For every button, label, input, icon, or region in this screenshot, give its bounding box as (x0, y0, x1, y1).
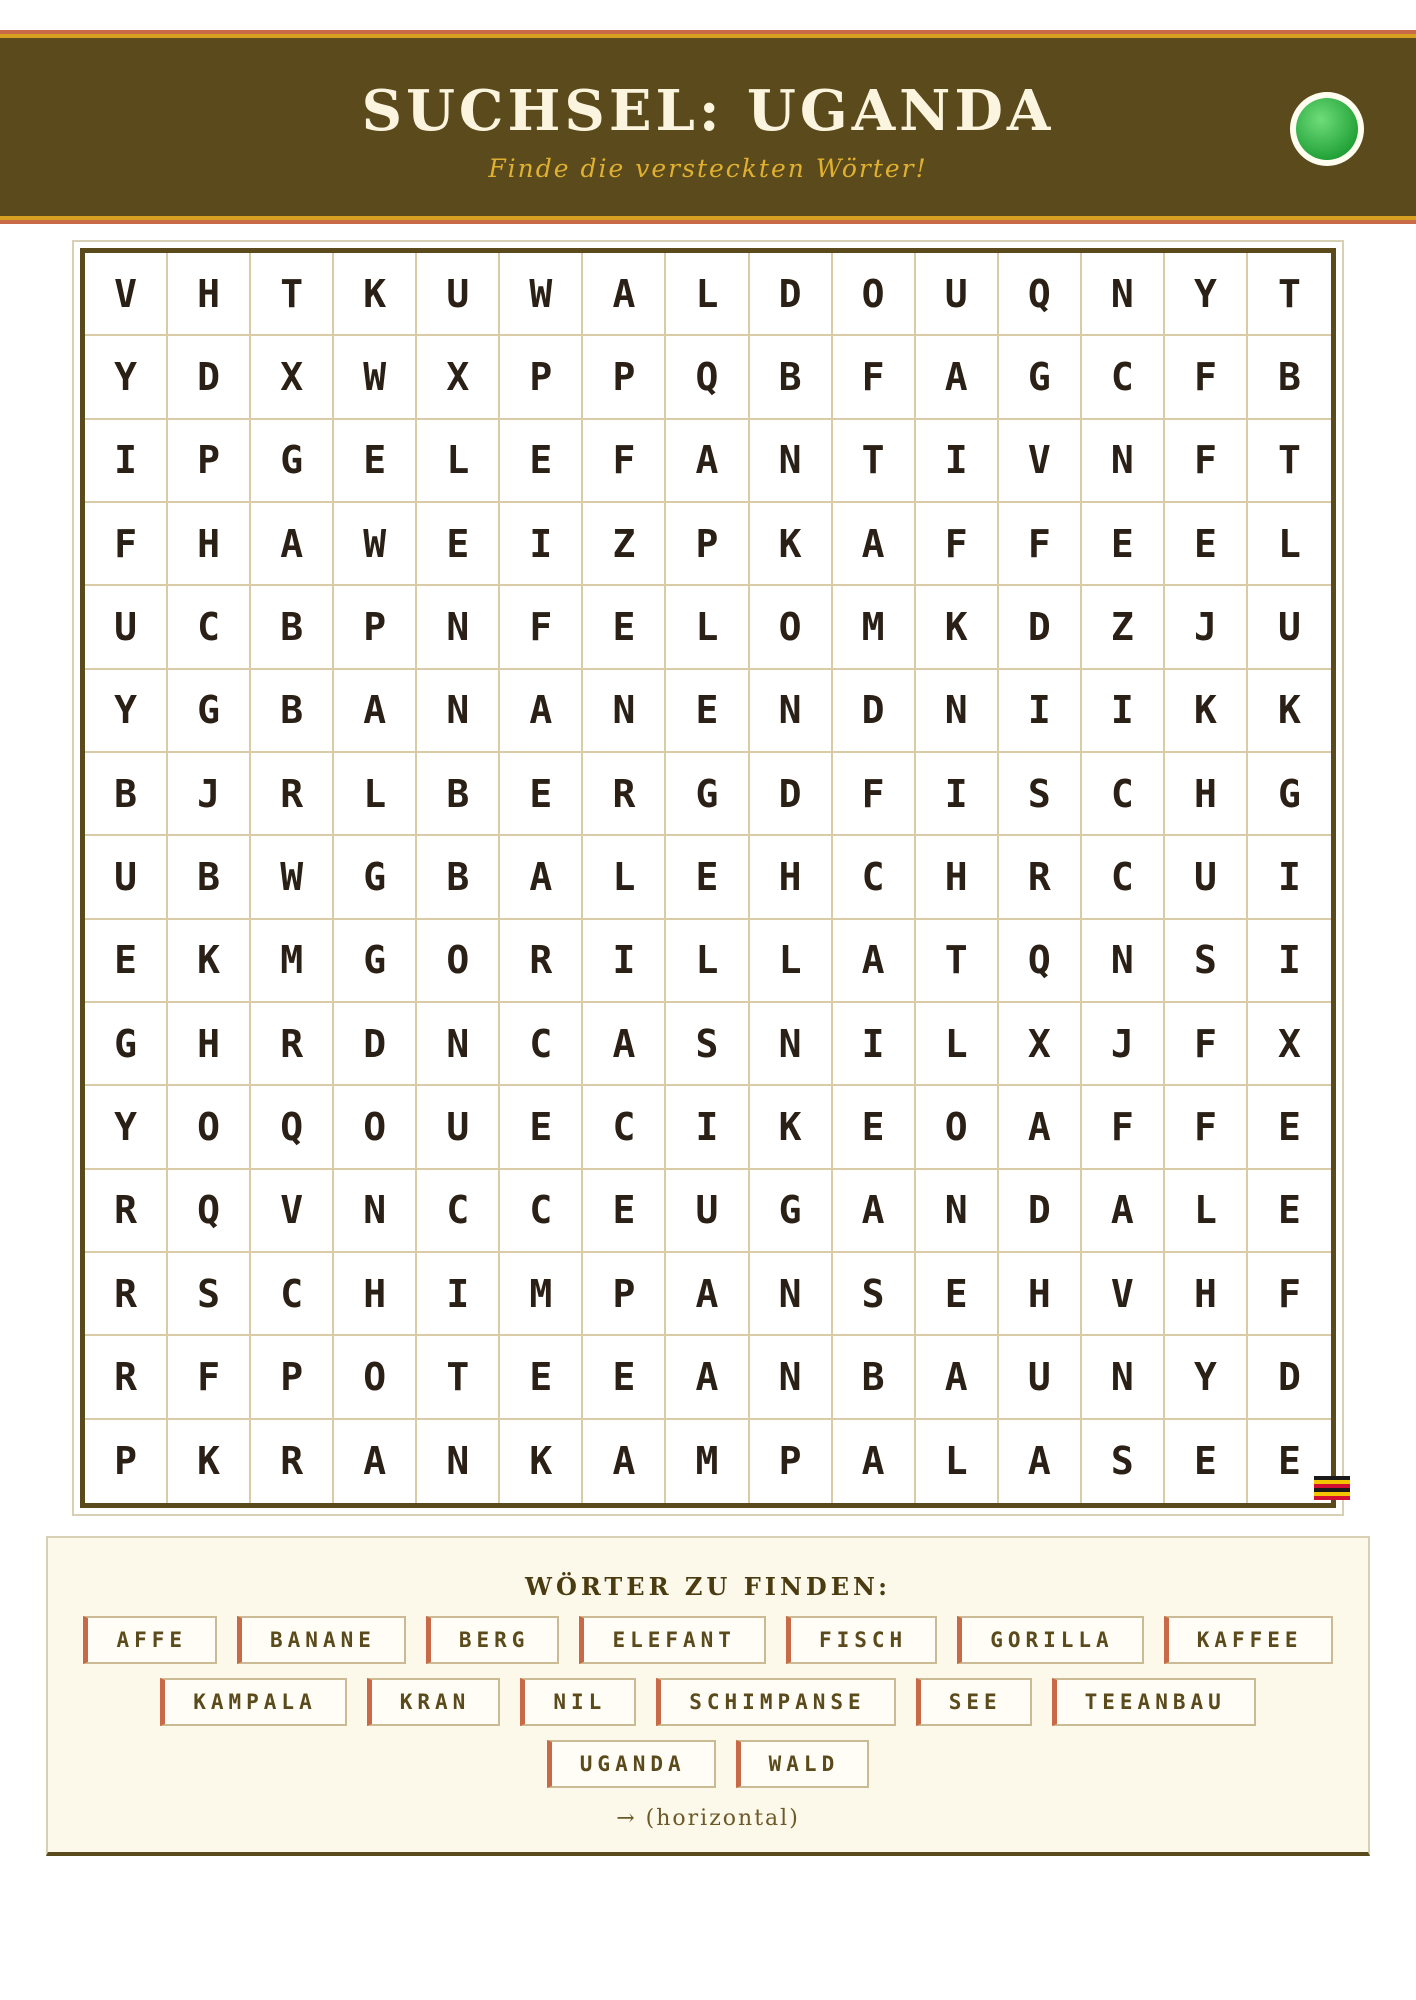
grid-cell[interactable]: A (334, 670, 417, 753)
grid-cell[interactable]: A (833, 1170, 916, 1253)
grid-cell[interactable]: F (168, 1336, 251, 1419)
grid-cell[interactable]: A (916, 1336, 999, 1419)
grid-cell[interactable]: O (168, 1086, 251, 1169)
grid-cell[interactable]: N (750, 1003, 833, 1086)
grid-cell[interactable]: X (1248, 1003, 1331, 1086)
grid-cell[interactable]: F (916, 503, 999, 586)
grid-cell[interactable]: L (1165, 1170, 1248, 1253)
grid-cell[interactable]: B (417, 753, 500, 836)
grid-cell[interactable]: W (251, 836, 334, 919)
grid-cell[interactable]: A (500, 670, 583, 753)
grid-cell[interactable]: A (916, 336, 999, 419)
grid-cell[interactable]: R (85, 1253, 168, 1336)
grid-cell[interactable]: I (833, 1003, 916, 1086)
grid-cell[interactable]: G (999, 336, 1082, 419)
grid-cell[interactable]: L (666, 586, 749, 669)
word-chip-kaffee[interactable]: KAFFEE (1164, 1616, 1333, 1664)
grid-cell[interactable]: E (1248, 1170, 1331, 1253)
grid-cell[interactable]: E (833, 1086, 916, 1169)
grid-cell[interactable]: Y (1165, 1336, 1248, 1419)
grid-cell[interactable]: E (334, 420, 417, 503)
grid-cell[interactable]: C (583, 1086, 666, 1169)
grid-cell[interactable]: C (833, 836, 916, 919)
grid-cell[interactable]: B (833, 1336, 916, 1419)
grid-cell[interactable]: O (833, 253, 916, 336)
flag-stripe (1314, 1496, 1350, 1500)
grid-cell[interactable]: N (1082, 253, 1165, 336)
grid-cell[interactable]: E (916, 1253, 999, 1336)
grid-cell[interactable]: I (1248, 920, 1331, 1003)
grid-cell[interactable]: B (1248, 336, 1331, 419)
grid-cell[interactable]: B (85, 753, 168, 836)
grid-cell[interactable]: F (1165, 420, 1248, 503)
grid-cell[interactable]: U (916, 253, 999, 336)
grid-cell[interactable]: I (916, 753, 999, 836)
grid-cell[interactable]: F (1165, 336, 1248, 419)
grid-cell[interactable]: B (417, 836, 500, 919)
grid-cell[interactable]: F (833, 753, 916, 836)
grid-cell[interactable]: R (85, 1170, 168, 1253)
grid-cell[interactable]: A (251, 503, 334, 586)
grid-cell[interactable]: B (251, 670, 334, 753)
grid-cell[interactable]: E (500, 1086, 583, 1169)
grid-cell[interactable]: I (666, 1086, 749, 1169)
grid-cell[interactable]: E (583, 1170, 666, 1253)
page-title: SUCHSEL: UGANDA (361, 78, 1055, 144)
grid-cell[interactable]: G (750, 1170, 833, 1253)
grid-cell[interactable]: T (916, 920, 999, 1003)
grid-cell[interactable]: N (417, 1003, 500, 1086)
grid-cell[interactable]: E (500, 1336, 583, 1419)
grid-cell[interactable]: M (666, 1420, 749, 1503)
grid-cell[interactable]: L (417, 420, 500, 503)
grid-cell[interactable]: A (334, 1420, 417, 1503)
grid-cell[interactable]: Y (1165, 253, 1248, 336)
word-chip-fisch[interactable]: FISCH (786, 1616, 937, 1664)
grid-cell[interactable]: D (750, 253, 833, 336)
green-dot-fill (1296, 98, 1358, 160)
grid-cell[interactable]: Q (251, 1086, 334, 1169)
page-subtitle: Finde die versteckten Wörter! (488, 154, 928, 183)
grid-cell[interactable]: E (1248, 1086, 1331, 1169)
grid-cell[interactable]: I (916, 420, 999, 503)
grid-cell[interactable]: C (251, 1253, 334, 1336)
grid-cell[interactable]: G (334, 920, 417, 1003)
green-dot-icon (1290, 92, 1364, 166)
grid-cell[interactable]: H (750, 836, 833, 919)
grid-cell[interactable]: H (1165, 753, 1248, 836)
grid-cell[interactable]: A (833, 920, 916, 1003)
grid-cell[interactable]: A (500, 836, 583, 919)
puzzle-frame (72, 240, 1344, 1516)
grid-cell[interactable]: U (417, 253, 500, 336)
grid-cell[interactable]: S (999, 753, 1082, 836)
grid-cell[interactable]: D (999, 586, 1082, 669)
grid-cell[interactable]: N (916, 670, 999, 753)
grid-cell[interactable]: N (916, 1170, 999, 1253)
grid-cell[interactable]: Q (999, 920, 1082, 1003)
grid-cell[interactable]: E (500, 420, 583, 503)
grid-cell[interactable]: N (583, 670, 666, 753)
grid-cell[interactable]: K (1248, 670, 1331, 753)
grid-cell[interactable]: H (168, 503, 251, 586)
grid-cell[interactable]: C (1082, 753, 1165, 836)
word-list-title: WÖRTER ZU FINDEN: (525, 1572, 891, 1601)
grid-cell[interactable]: L (583, 836, 666, 919)
word-chip-banane[interactable]: BANANE (237, 1616, 406, 1664)
grid-cell[interactable]: M (251, 920, 334, 1003)
grid-cell[interactable]: F (85, 503, 168, 586)
grid-cell[interactable]: F (583, 420, 666, 503)
grid-cell[interactable]: F (999, 503, 1082, 586)
grid-cell[interactable]: N (1082, 420, 1165, 503)
grid-cell[interactable]: A (583, 253, 666, 336)
grid-cell[interactable]: P (334, 586, 417, 669)
grid-cell[interactable]: R (251, 1420, 334, 1503)
grid-cell[interactable]: A (833, 503, 916, 586)
header-banner (0, 34, 1416, 220)
grid-cell[interactable]: M (833, 586, 916, 669)
grid-cell[interactable]: R (500, 920, 583, 1003)
grid-cell[interactable]: H (999, 1253, 1082, 1336)
grid-cell[interactable]: Q (666, 336, 749, 419)
grid-cell[interactable]: O (750, 586, 833, 669)
grid-cell[interactable]: O (916, 1086, 999, 1169)
word-chip-affe[interactable]: AFFE (83, 1616, 217, 1664)
grid-cell[interactable]: H (168, 253, 251, 336)
grid-cell[interactable]: X (417, 336, 500, 419)
grid-cell[interactable]: D (999, 1170, 1082, 1253)
grid-cell[interactable]: N (1082, 920, 1165, 1003)
word-chip-gorilla[interactable]: GORILLA (957, 1616, 1144, 1664)
grid-cell[interactable]: P (666, 503, 749, 586)
grid-cell[interactable]: P (500, 336, 583, 419)
grid-cell[interactable]: A (583, 1420, 666, 1503)
grid-cell[interactable]: N (750, 1336, 833, 1419)
word-list-panel (46, 1536, 1370, 1856)
grid-cell[interactable]: R (999, 836, 1082, 919)
word-chip-elefant[interactable]: ELEFANT (579, 1616, 766, 1664)
grid-cell[interactable]: F (833, 336, 916, 419)
grid-cell[interactable]: T (1248, 420, 1331, 503)
grid-cell[interactable]: N (750, 670, 833, 753)
word-chip-see[interactable]: SEE (916, 1678, 1032, 1726)
grid-cell[interactable]: C (168, 586, 251, 669)
grid-cell[interactable]: K (1165, 670, 1248, 753)
grid-cell[interactable]: E (666, 670, 749, 753)
grid-cell[interactable]: K (168, 1420, 251, 1503)
grid-cell[interactable]: F (1165, 1003, 1248, 1086)
grid-cell[interactable]: O (334, 1086, 417, 1169)
letter-grid (85, 253, 1331, 1503)
grid-cell[interactable]: T (251, 253, 334, 336)
grid-cell[interactable]: A (666, 1253, 749, 1336)
grid-cell[interactable]: G (85, 1003, 168, 1086)
grid-cell[interactable]: K (168, 920, 251, 1003)
grid-cell[interactable]: Y (85, 1086, 168, 1169)
grid-cell[interactable]: R (251, 753, 334, 836)
word-list (78, 1616, 1338, 1788)
grid-cell[interactable]: C (500, 1003, 583, 1086)
grid-cell[interactable]: W (500, 253, 583, 336)
grid-cell[interactable]: P (251, 1336, 334, 1419)
grid-cell[interactable]: E (500, 753, 583, 836)
grid-cell[interactable]: P (85, 1420, 168, 1503)
grid-cell[interactable]: Y (85, 336, 168, 419)
grid-cell[interactable]: D (334, 1003, 417, 1086)
grid-cell[interactable]: R (251, 1003, 334, 1086)
grid-cell[interactable]: H (334, 1253, 417, 1336)
grid-cell[interactable]: E (1165, 1420, 1248, 1503)
grid-cell[interactable]: H (168, 1003, 251, 1086)
grid-cell[interactable]: F (1248, 1253, 1331, 1336)
word-chip-berg[interactable]: BERG (426, 1616, 560, 1664)
grid-cell[interactable]: A (666, 420, 749, 503)
grid-cell[interactable]: L (916, 1003, 999, 1086)
grid-cell[interactable]: A (666, 1336, 749, 1419)
grid-cell[interactable]: B (168, 836, 251, 919)
grid-cell[interactable]: Y (85, 670, 168, 753)
puzzle-border (80, 248, 1336, 1508)
grid-cell[interactable]: J (1165, 586, 1248, 669)
grid-cell[interactable]: X (999, 1003, 1082, 1086)
grid-cell[interactable]: Z (583, 503, 666, 586)
grid-cell[interactable]: C (417, 1170, 500, 1253)
grid-cell[interactable]: C (1082, 836, 1165, 919)
grid-cell[interactable]: E (583, 1336, 666, 1419)
grid-cell[interactable]: I (1248, 836, 1331, 919)
grid-cell[interactable]: E (417, 503, 500, 586)
grid-cell[interactable]: U (417, 1086, 500, 1169)
uganda-flag-icon (1314, 1476, 1350, 1500)
word-chip-schimpanse[interactable]: SCHIMPANSE (656, 1678, 895, 1726)
grid-cell[interactable]: N (417, 586, 500, 669)
grid-cell[interactable]: S (168, 1253, 251, 1336)
grid-cell[interactable]: V (85, 253, 168, 336)
grid-cell[interactable]: F (1082, 1086, 1165, 1169)
grid-cell[interactable]: N (417, 1420, 500, 1503)
grid-cell[interactable]: S (1082, 1420, 1165, 1503)
word-chip-wald[interactable]: WALD (736, 1740, 870, 1788)
grid-cell[interactable]: G (168, 670, 251, 753)
grid-cell[interactable]: N (417, 670, 500, 753)
grid-cell[interactable]: O (334, 1336, 417, 1419)
grid-cell[interactable]: H (916, 836, 999, 919)
word-chip-nil[interactable]: NIL (520, 1678, 636, 1726)
grid-cell[interactable]: K (916, 586, 999, 669)
grid-cell[interactable]: A (999, 1086, 1082, 1169)
grid-cell[interactable]: U (1248, 586, 1331, 669)
grid-cell[interactable]: I (85, 420, 168, 503)
grid-cell[interactable]: L (750, 920, 833, 1003)
grid-cell[interactable]: A (1082, 1170, 1165, 1253)
grid-cell[interactable]: D (833, 670, 916, 753)
grid-cell[interactable]: T (417, 1336, 500, 1419)
grid-cell[interactable]: R (583, 753, 666, 836)
grid-cell[interactable]: D (168, 336, 251, 419)
grid-cell[interactable]: P (750, 1420, 833, 1503)
word-chip-uganda[interactable]: UGANDA (547, 1740, 716, 1788)
grid-cell[interactable]: S (833, 1253, 916, 1336)
grid-cell[interactable]: N (750, 1253, 833, 1336)
grid-cell[interactable]: E (1278, 1439, 1301, 1484)
word-chip-kran[interactable]: KRAN (367, 1678, 501, 1726)
grid-cell[interactable]: B (750, 336, 833, 419)
grid-cell[interactable]: A (833, 1420, 916, 1503)
grid-cell[interactable]: N (1082, 1336, 1165, 1419)
grid-cell[interactable]: W (334, 336, 417, 419)
grid-cell[interactable]: G (666, 753, 749, 836)
grid-cell[interactable]: P (168, 420, 251, 503)
grid-cell[interactable]: C (1082, 336, 1165, 419)
grid-cell[interactable]: E (666, 836, 749, 919)
grid-cell[interactable]: U (85, 586, 168, 669)
grid-cell[interactable]: G (334, 836, 417, 919)
grid-cell[interactable]: L (916, 1420, 999, 1503)
grid-cell[interactable]: L (1248, 503, 1331, 586)
grid-cell[interactable]: E (583, 586, 666, 669)
grid-cell[interactable]: L (334, 753, 417, 836)
grid-cell[interactable]: O (417, 920, 500, 1003)
grid-cell[interactable]: I (417, 1253, 500, 1336)
grid-cell[interactable]: I (1082, 670, 1165, 753)
grid-cell[interactable]: G (1248, 753, 1331, 836)
grid-cell[interactable]: J (168, 753, 251, 836)
grid-cell[interactable]: G (251, 420, 334, 503)
grid-cell[interactable]: Q (999, 253, 1082, 336)
grid-cell[interactable]: K (334, 253, 417, 336)
grid-cell[interactable]: U (999, 1336, 1082, 1419)
grid-cell[interactable]: P (583, 336, 666, 419)
grid-cell[interactable]: Z (1082, 586, 1165, 669)
grid-cell[interactable]: B (251, 586, 334, 669)
grid-cell[interactable]: A (583, 1003, 666, 1086)
grid-cell[interactable]: I (999, 670, 1082, 753)
grid-cell[interactable]: T (833, 420, 916, 503)
grid-cell[interactable]: R (85, 1336, 168, 1419)
word-chip-kampala[interactable]: KAMPALA (160, 1678, 347, 1726)
grid-cell[interactable]: V (999, 420, 1082, 503)
grid-cell[interactable]: L (666, 920, 749, 1003)
grid-cell[interactable]: S (1165, 920, 1248, 1003)
grid-cell[interactable]: J (1082, 1003, 1165, 1086)
grid-cell[interactable]: Q (168, 1170, 251, 1253)
grid-cell[interactable]: E (1082, 503, 1165, 586)
grid-cell[interactable]: K (750, 1086, 833, 1169)
grid-cell[interactable]: K (750, 503, 833, 586)
grid-cell[interactable]: U (1165, 836, 1248, 919)
grid-cell[interactable]: A (999, 1420, 1082, 1503)
grid-cell[interactable]: N (334, 1170, 417, 1253)
grid-cell[interactable]: M (500, 1253, 583, 1336)
grid-cell[interactable]: C (500, 1170, 583, 1253)
grid-cell[interactable]: K (500, 1420, 583, 1503)
grid-cell[interactable]: W (334, 503, 417, 586)
grid-cell[interactable]: E (85, 920, 168, 1003)
word-chip-teeanbau[interactable]: TEEANBAU (1052, 1678, 1256, 1726)
grid-cell[interactable]: F (500, 586, 583, 669)
grid-cell[interactable]: V (251, 1170, 334, 1253)
grid-cell[interactable]: P (583, 1253, 666, 1336)
grid-cell[interactable]: I (583, 920, 666, 1003)
grid-cell[interactable]: I (500, 503, 583, 586)
grid-cell[interactable]: H (1165, 1253, 1248, 1336)
grid-cell[interactable]: X (251, 336, 334, 419)
grid-cell[interactable]: D (750, 753, 833, 836)
grid-cell[interactable]: U (85, 836, 168, 919)
grid-cell[interactable]: N (750, 420, 833, 503)
grid-cell[interactable]: E (1165, 503, 1248, 586)
grid-cell[interactable]: U (666, 1170, 749, 1253)
grid-cell[interactable]: L (666, 253, 749, 336)
direction-hint: → (horizontal) (616, 1806, 800, 1831)
grid-cell[interactable]: T (1248, 253, 1331, 336)
grid-cell[interactable]: S (666, 1003, 749, 1086)
grid-cell[interactable]: D (1248, 1336, 1331, 1419)
grid-cell[interactable]: V (1082, 1253, 1165, 1336)
grid-cell[interactable]: F (1165, 1086, 1248, 1169)
